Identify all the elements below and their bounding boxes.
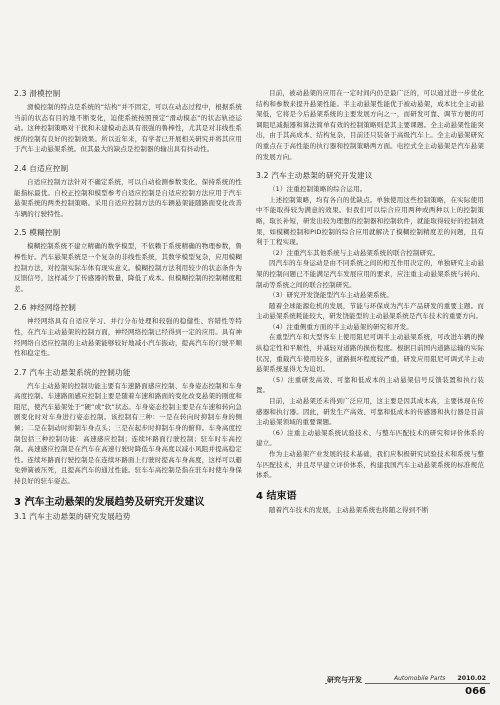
list-item-3-title: （3）研究开发饶能型汽车主动悬架系统。 [269, 291, 393, 300]
paragraph-control-functions: 汽车主动悬架的控制功能主要有车速路面感应控制、车身姿态控制和车身高度控制。车速路面感应控制主要是随着车速和路面的变化改变悬架的刚度和阻尼，使汽车悬架处于“硬”或“软”状态。车身姿态控制主要是在车速和转向急剧变化时对车身进行姿态控制。该控制有三种：一是在转向时抑制车身的侧倾；二是在制动时抑制车身点头；三是在起步时抑制车身的俯仰。车身高度控制包括三种控制功能：高速感应控制；连续坏路面行驶控制；驻车时车高控制。高速感应控制是在汽车在高速行驶时降低车身高度以减小风阻并提高稳定性。连续坏路面行驶控制是在连续坏路面上行驶时提高车身高度，这样可以避免弹簧被压死，且提高汽车的通过性能。驻车车高控制是指在驻车时使车身保持良好的驻车姿态。 [14, 381, 242, 486]
paragraph-sliding-mode: 滑模控制的特点是系统的“结构”并不固定，可以在动态过程中，根据系统当前的状态有目的地不断变化，迫使系统按照预定“滑动模态”的状态轨迹运动。这种控制策略对干扰和未建模动态具有很强的鲁棒性，尤其是对非线性系统的控制有良好的控制效果。所以近年来，有学者已开展相关研究并将其应用于汽车主动悬架系统。但其最大的缺点是控制器的输出具有抖动性。 [14, 103, 242, 154]
paragraph-fuzzy-control: 模糊控制系统不建立精确的数学模型，不依赖于系统精确的物理参数，鲁棒性好。汽车悬架系统是一个复杂的非线性系统，其数学模型复杂，应用模糊控制方法，对控制实际车体有现实意义。模糊控制方法利用较少的状态条件为反馈信号，这样减少了传感器的数量，降低了成本。但模糊控制的控制精度粗差。 [14, 242, 242, 293]
page-number: 066 [465, 686, 486, 697]
paragraph-neural-network: 神经网络具有自适应学习、并行分布处理和较强的稳健性、容错性等特性，在汽车主动悬架的控制方面，神经网络控制已经得到一定的应用。具有神经网络自适应控制的主动悬架能够较好地减小汽车振动，提高汽车的行驶平顺性和稳定性。 [14, 317, 242, 358]
footer-section-label: 研究与开发 [327, 675, 365, 685]
list-item-6-body: 作为主动悬架产业发展的技术基础，我们应积极研究试验技术和系统与整车匹配技术，并且尽早建立评价体系，构建我国汽车主动悬架系统的标准规范体系。 [256, 450, 484, 480]
paragraph-conclusion: 随着汽车技术的发展，主动悬架系统也将随之得到不断 [269, 505, 429, 514]
section-heading-4: 4 结束语 [256, 490, 297, 502]
section-heading-2-6: 2.6 神经网络控制 [14, 303, 77, 313]
section-heading-2-3: 2.3 滑模控制 [14, 89, 61, 98]
list-item-2-body: 因汽车的车身运动是由不同系统之间的相互作用决定的，单独研究主动悬架的控制问题已不能满足汽车发展应用的要求，应注重主动悬架系统与转向、制动等系统之间的联合控制研究。 [256, 259, 484, 289]
footer-journal-name: Automobile Parts [391, 675, 448, 682]
list-item-4-body: 在重型汽车和大型客车上使用阻尼可调半主动悬架系统，可改进车辆的操纵稳定性和平顺性，并减轻对道路的损伤程度。根据目前国内道路运输的实际状况，重载汽车使用较多，道路损坏程度较严重，研发应用阻尼可调式半主动悬架系统显得尤为迫切。 [256, 333, 484, 374]
page-footer [325, 675, 490, 701]
section-heading-3: 3 汽车主动悬架的发展趋势及研究开发建议 [14, 496, 205, 508]
paragraph-development-trend: 目前，被动悬架的应用在一定时间内仍是最广泛的，可以通过进一步优化结构和参数来提升悬架性能。半主动悬架性能优于被动悬架，成本比全主动悬架低，它将是今后悬架系统的主要发展方向之一，而研发可靠、调节方便的可调阻尼减振器和算法简单有效的控制策略则是其主要课题。全主动悬架性能突出，由于其高成本、结构复杂，目前还只装备于高级汽车上。全主动悬架研究的重点在于高性能的执行器和控制策略两方面。电控式全主动悬架是汽车悬架的发展方向。 [256, 89, 484, 161]
section-heading-3-1: 3.1 汽车主动悬架的研究发展趋势 [14, 511, 131, 521]
paragraph-adaptive-control: 自适应控制方法针对不确定系统，可以自动检测参数变化，保持系统的性能指标最优。自校正控制和模型参考自适应控制是自适应控制方法应用于汽车悬架系统的两类控制策略。采用自适应控制方法的车辆悬架能随路面变化改善车辆的行驶特性。 [14, 177, 242, 218]
section-heading-2-4: 2.4 自适应控制 [14, 163, 69, 173]
section-heading-2-7: 2.7 汽车主动悬架系统的控制功能 [14, 367, 131, 377]
list-item-5-title: （5）注重研发高效、可靠和低成本的主动悬架信号反馈装置和执行装置。 [256, 375, 484, 395]
list-item-1-body: 上述控制策略，均有各自的优缺点。单独使用这些控制策略，在实际使用中不能取得较为满意的效果。但我们可以综合应用两种或两种以上的控制策略，取长补短，研发出较为理想的控制器和控制软件，就能取得较好的控制效果，如模糊控制和PID控制的综合应用就解决了模糊控制精度差的问题，且有利于工程实现。 [256, 195, 484, 247]
left-column [14, 88, 242, 525]
list-item-6-title: （6）注重主动悬架系统试验技术、与整车匹配技术的研究和评价体系的建立。 [256, 428, 484, 448]
section-heading-2-5: 2.5 模糊控制 [14, 228, 61, 238]
section-heading-3-2: 3.2 汽车主动悬架的研究开发建议 [256, 171, 373, 181]
list-item-2-title: （2）注重汽车其他系统与主动悬架系统的联合控制研究。 [269, 248, 440, 257]
right-column [256, 88, 484, 515]
list-item-4-title: （4）注重侧重方面的半主动悬架的研究和开发。 [269, 322, 413, 331]
list-item-1-title: （1）注重控制策略的综合运用。 [269, 185, 367, 194]
list-item-3-body: 随着全球能源危机的发展，节能与环保成为汽车产品研发的重要主题。而主动悬架系统耗能较大，研发饶能型的主动悬架系统是汽车技术的重要方向。 [256, 301, 484, 321]
list-item-5-body: 目前，主动悬架还未得到广泛应用，这主要是因其成本高，主要体现在传感器和执行器。因此，研发生产高效、可靠和低成本的传感器和执行器是目前主动悬架领域的重要课题。 [256, 397, 484, 427]
footer-issue-date: 2010.02 [454, 675, 486, 682]
